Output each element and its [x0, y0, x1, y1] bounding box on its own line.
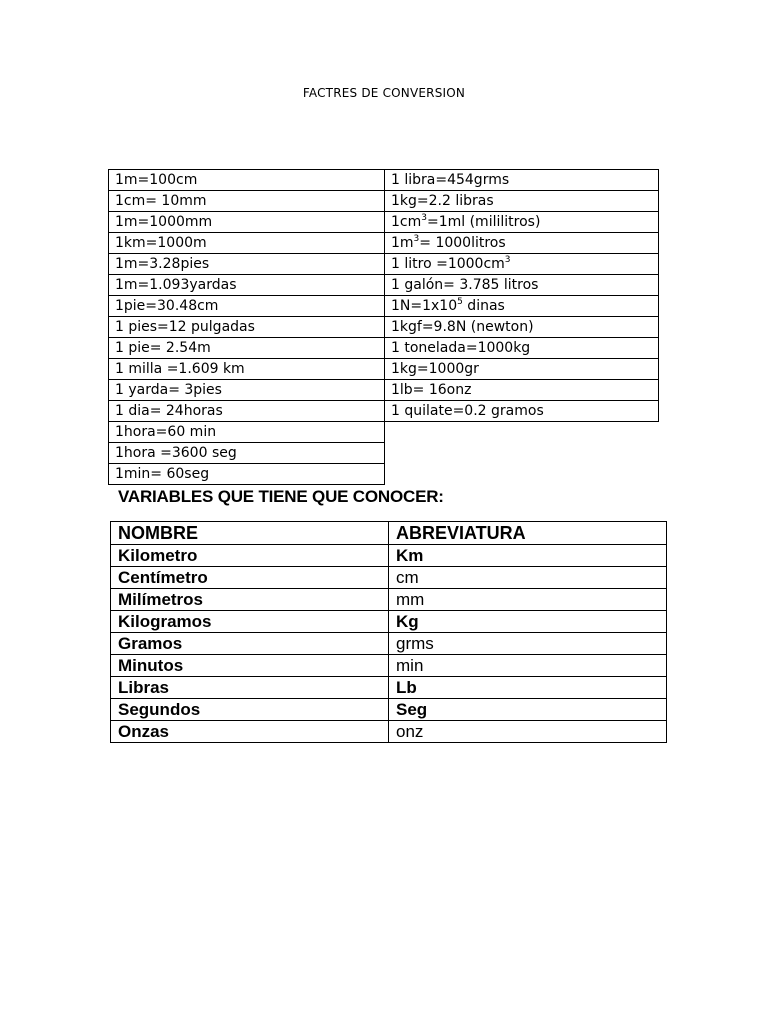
- variable-abbreviation-cell: min: [389, 655, 667, 677]
- table-row: [111, 589, 667, 611]
- conversion-table-body: [109, 170, 659, 485]
- table-row: [111, 545, 667, 567]
- variable-abbreviation-cell: grms: [389, 633, 667, 655]
- variable-abbreviation-cell: onz: [389, 721, 667, 743]
- conversion-right-cell: 1 galón= 3.785 litros: [385, 275, 659, 296]
- table-row: [111, 655, 667, 677]
- conversion-right-cell: 1lb= 16onz: [385, 380, 659, 401]
- table-row: [111, 567, 667, 589]
- variables-header-row: [111, 522, 667, 545]
- table-row: [109, 233, 659, 254]
- conversion-left-cell: 1 dia= 24horas: [109, 401, 385, 422]
- conversion-left-cell: 1 yarda= 3pies: [109, 380, 385, 401]
- conversion-right-cell: [385, 212, 659, 233]
- table-row: [109, 464, 659, 485]
- superscript-exponent: 3: [504, 255, 511, 265]
- variable-abbreviation-cell: Seg: [389, 699, 667, 721]
- variable-name-cell: Minutos: [111, 655, 389, 677]
- table-row: [111, 611, 667, 633]
- table-row: [109, 296, 659, 317]
- variable-abbreviation-cell: mm: [389, 589, 667, 611]
- conversion-right-cell: 1kgf=9.8N (newton): [385, 317, 659, 338]
- variable-name-cell: Milímetros: [111, 589, 389, 611]
- conversion-text: 1N=1x10: [391, 298, 458, 314]
- table-row: [109, 254, 659, 275]
- table-row: [109, 317, 659, 338]
- document-title: FACTRES DE CONVERSION: [302, 86, 466, 100]
- conversion-left-cell: 1hora=60 min: [109, 422, 385, 443]
- variable-name-cell: Segundos: [111, 699, 389, 721]
- conversion-right-cell: [385, 254, 659, 275]
- variable-name-cell: Libras: [111, 677, 389, 699]
- empty-cell: [385, 443, 659, 464]
- table-row: [109, 275, 659, 296]
- conversion-text-suffix: = 1000litros: [419, 235, 506, 251]
- conversion-right-cell: 1 quilate=0.2 gramos: [385, 401, 659, 422]
- conversion-left-cell: 1m=3.28pies: [109, 254, 385, 275]
- table-row: [111, 721, 667, 743]
- conversion-text: 1m: [391, 235, 414, 251]
- table-row: [109, 170, 659, 191]
- variable-abbreviation-cell: cm: [389, 567, 667, 589]
- conversion-right-cell: 1 libra=454grms: [385, 170, 659, 191]
- conversion-text-suffix: =1ml (mililitros): [426, 214, 541, 230]
- conversion-right-cell: [385, 296, 659, 317]
- header-abreviatura: ABREVIATURA: [389, 522, 667, 545]
- table-row: [109, 359, 659, 380]
- variables-table: [110, 521, 667, 743]
- superscript-exponent: 3: [421, 213, 427, 223]
- table-row: [109, 380, 659, 401]
- conversion-right-cell: 1kg=1000gr: [385, 359, 659, 380]
- variable-name-cell: Onzas: [111, 721, 389, 743]
- variables-table-body: [111, 522, 667, 743]
- variable-abbreviation-cell: Kg: [389, 611, 667, 633]
- variable-abbreviation-cell: Lb: [389, 677, 667, 699]
- table-row: [111, 699, 667, 721]
- conversion-left-cell: 1m=1.093yardas: [109, 275, 385, 296]
- conversion-left-cell: 1min= 60seg: [109, 464, 385, 485]
- conversion-text-suffix: dinas: [462, 298, 505, 314]
- variable-name-cell: Centímetro: [111, 567, 389, 589]
- variable-name-cell: Kilometro: [111, 545, 389, 567]
- conversion-text: 1cm: [391, 214, 422, 230]
- conversion-left-cell: 1km=1000m: [109, 233, 385, 254]
- conversion-left-cell: 1 milla =1.609 km: [109, 359, 385, 380]
- conversion-left-cell: 1 pie= 2.54m: [109, 338, 385, 359]
- table-row: [109, 338, 659, 359]
- section-heading: VARIABLES QUE TIENE QUE CONOCER:: [118, 487, 444, 506]
- header-nombre: NOMBRE: [111, 522, 389, 545]
- table-row: [109, 443, 659, 464]
- conversion-left-cell: 1pie=30.48cm: [109, 296, 385, 317]
- conversion-left-cell: 1hora =3600 seg: [109, 443, 385, 464]
- table-row: [111, 633, 667, 655]
- conversion-table: [108, 169, 659, 485]
- superscript-exponent: 5: [457, 297, 463, 307]
- variable-abbreviation-cell: Km: [389, 545, 667, 567]
- empty-cell: [385, 422, 659, 443]
- conversion-right-cell: [385, 233, 659, 254]
- conversion-left-cell: 1cm= 10mm: [109, 191, 385, 212]
- conversion-left-cell: 1 pies=12 pulgadas: [109, 317, 385, 338]
- table-row: [109, 191, 659, 212]
- conversion-right-cell: 1kg=2.2 libras: [385, 191, 659, 212]
- table-row: [109, 212, 659, 233]
- conversion-right-cell: 1 tonelada=1000kg: [385, 338, 659, 359]
- variable-name-cell: Gramos: [111, 633, 389, 655]
- conversion-text: 1 litro =1000cm: [391, 256, 505, 272]
- table-row: [111, 677, 667, 699]
- variable-name-cell: Kilogramos: [111, 611, 389, 633]
- table-row: [109, 422, 659, 443]
- conversion-left-cell: 1m=1000mm: [109, 212, 385, 233]
- empty-cell: [385, 464, 659, 485]
- conversion-left-cell: 1m=100cm: [109, 170, 385, 191]
- superscript-exponent: 3: [413, 234, 420, 244]
- table-row: [109, 401, 659, 422]
